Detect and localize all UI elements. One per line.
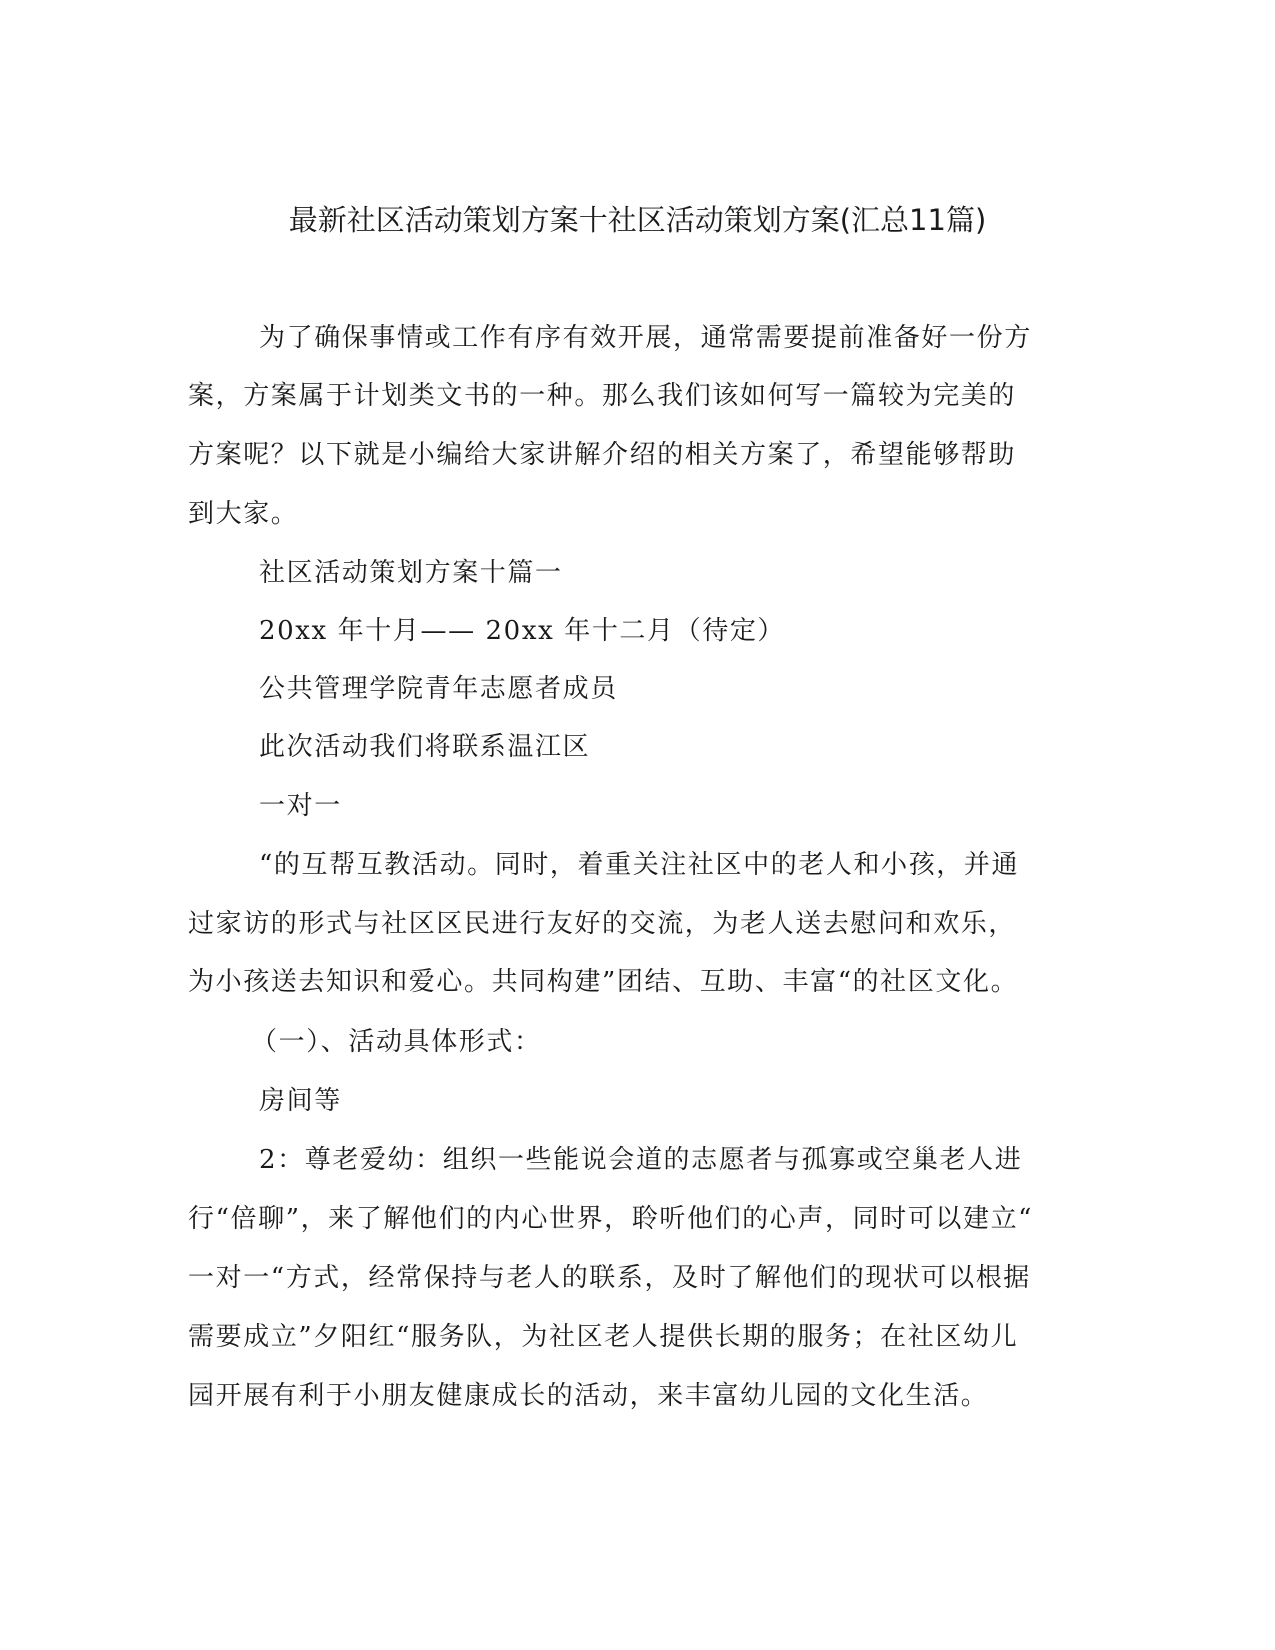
item2-line-4: 需要成立”夕阳红“服务队，为社区老人提供长期的服务；在社区幼儿 [188, 1322, 1019, 1352]
activity-line-2: 过家访的形式与社区区民进行友好的交流，为老人送去慰问和欢乐， [188, 909, 1017, 939]
item2-line-1: 2：尊老爱幼：组织一些能说会道的志愿者与孤寡或空巢老人进 [259, 1145, 1023, 1175]
document-title: 最新社区活动策划方案十社区活动策划方案(汇总11篇) [288, 203, 987, 237]
item2-line-2: 行“倍聊”，来了解他们的内心世界，聆听他们的心声，同时可以建立“ [188, 1204, 1034, 1234]
activity-line-1: “的互帮互教活动。同时，着重关注社区中的老人和小孩，并通 [259, 850, 1020, 880]
activity-line-3: 为小孩送去知识和爱心。共同构建”团结、互助、丰富“的社区文化。 [188, 967, 1019, 997]
intro-line-4: 到大家。 [188, 499, 299, 529]
one-to-one-line: 一对一 [259, 791, 342, 821]
contact-line: 此次活动我们将联系温江区 [259, 732, 591, 762]
intro-line-2: 案，方案属于计划类文书的一种。那么我们该如何写一篇较为完美的 [188, 381, 1017, 411]
rooms-line: 房间等 [259, 1086, 342, 1116]
intro-line-1: 为了确保事情或工作有序有效开展，通常需要提前准备好一份方 [259, 323, 1032, 353]
intro-line-3: 方案呢？以下就是小编给大家讲解介绍的相关方案了，希望能够帮助 [188, 440, 1017, 470]
participants-line: 公共管理学院青年志愿者成员 [259, 674, 618, 704]
item2-line-5: 园开展有利于小朋友健康成长的活动，来丰富幼儿园的文化生活。 [188, 1381, 989, 1411]
date-line: 20xx 年十月—— 20xx 年十二月（待定） [259, 616, 786, 646]
form-heading: （一）、活动具体形式： [251, 1027, 542, 1057]
item2-line-3: 一对一“方式，经常保持与老人的联系，及时了解他们的现状可以根据 [188, 1263, 1031, 1293]
section-heading: 社区活动策划方案十篇一 [259, 558, 563, 588]
